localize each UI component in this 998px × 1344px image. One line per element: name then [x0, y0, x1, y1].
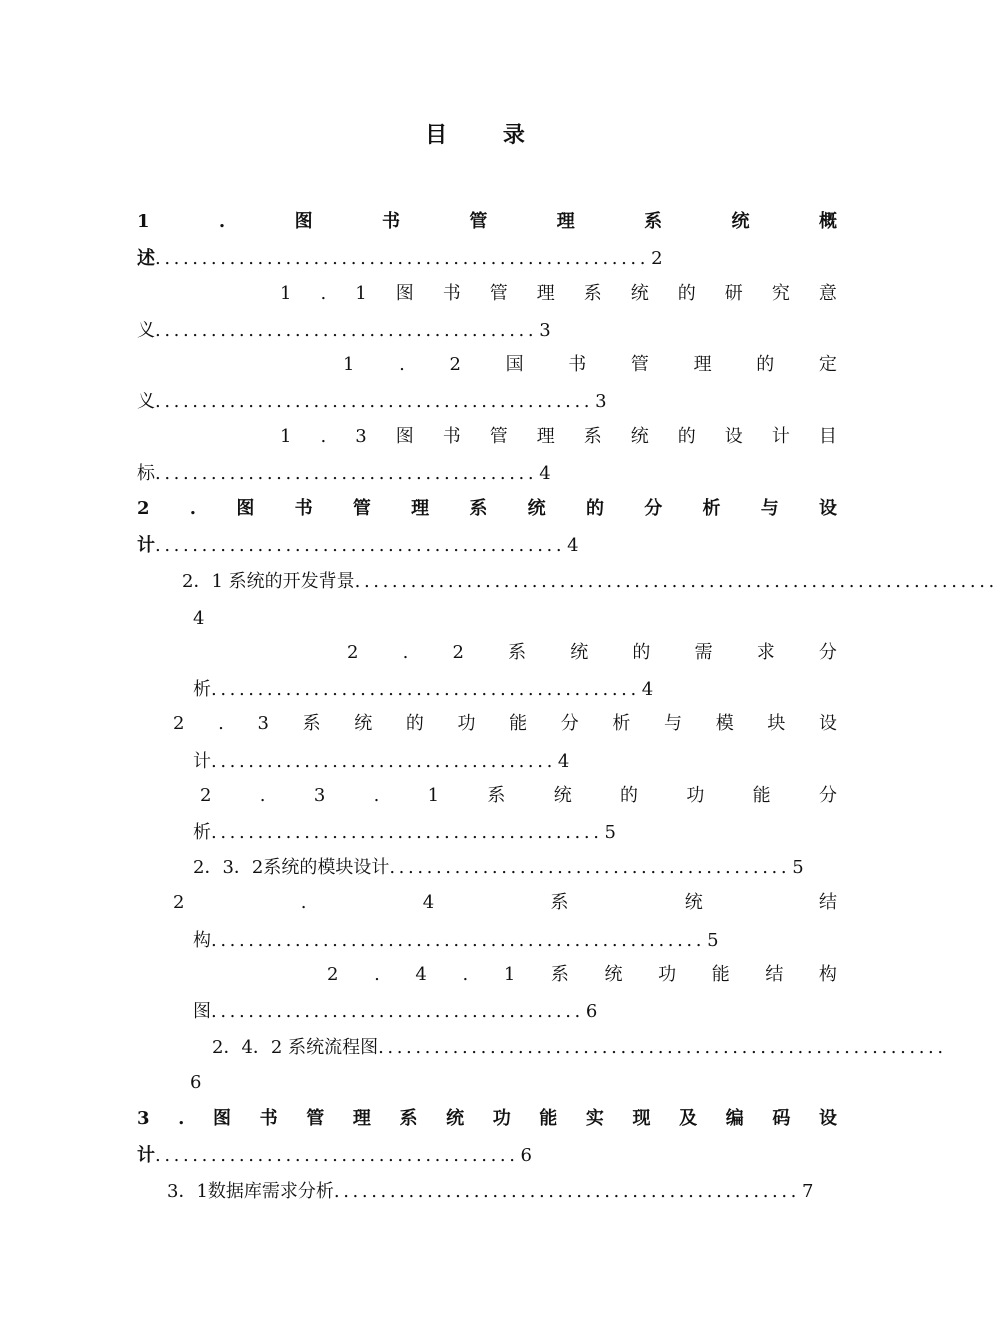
toc-char: 3	[137, 1108, 150, 1129]
toc-char: 目	[818, 426, 837, 447]
page-number: 7	[802, 1181, 814, 1202]
toc-char: 1	[137, 211, 150, 232]
leader-dots: .....................................................	[211, 930, 706, 951]
toc-char: 2	[173, 713, 185, 734]
toc-char: 分	[818, 642, 837, 663]
toc-char: 管	[469, 211, 488, 232]
page-number: 4	[539, 463, 551, 484]
leader-dots: ........................................	[211, 1001, 584, 1022]
toc-char: 设	[818, 1108, 837, 1129]
toc-entry-2-4-1-line-2[interactable]	[193, 1000, 643, 1024]
toc-entry-text: 2．4．2 系统流程图	[212, 1037, 379, 1058]
toc-entry-1-3-line-2[interactable]	[137, 462, 587, 486]
toc-entry-1-line-1[interactable]	[137, 210, 837, 234]
toc-entry-2-1-line-2	[193, 607, 204, 631]
toc-entry-tail: 计	[137, 1145, 155, 1166]
toc-entry-3-1[interactable]	[167, 1180, 837, 1204]
toc-entry-2-3-line-2[interactable]	[193, 750, 613, 774]
toc-char: 国	[505, 354, 524, 375]
page-number: 5	[792, 857, 804, 878]
toc-entry-2-4-2-line-2	[190, 1071, 201, 1095]
leader-dots: ..............................................	[211, 679, 640, 700]
toc-char: .	[218, 713, 224, 734]
toc-char: 结	[765, 964, 784, 985]
toc-char: 3	[257, 713, 269, 734]
toc-entry-1-2-line-2[interactable]	[137, 390, 657, 414]
toc-char: 2	[347, 642, 359, 663]
toc-entry-2-line-2[interactable]	[137, 534, 617, 558]
toc-char: 1	[427, 785, 440, 806]
toc-char: 功	[658, 964, 677, 985]
toc-char: 图	[395, 283, 414, 304]
toc-char: 码	[772, 1108, 791, 1129]
toc-char: 分	[818, 785, 837, 806]
toc-char: 书	[294, 498, 313, 519]
toc-char: 能	[711, 964, 730, 985]
toc-entry-3-line-1[interactable]	[137, 1107, 837, 1131]
toc-char: 1	[280, 283, 292, 304]
toc-char: 系	[550, 892, 569, 913]
toc-char: 2	[137, 498, 150, 519]
toc-char: 设	[818, 713, 837, 734]
toc-char: 系	[399, 1108, 418, 1129]
page-number: 4	[567, 535, 579, 556]
toc-char: .	[259, 785, 266, 806]
toc-char: 书	[381, 211, 400, 232]
toc-char: 析	[702, 498, 721, 519]
toc-char: 管	[489, 426, 508, 447]
toc-char: 管	[352, 498, 371, 519]
toc-char: 定	[818, 354, 837, 375]
toc-char: 管	[630, 354, 649, 375]
toc-char: .	[373, 785, 380, 806]
toc-char: 的	[632, 642, 651, 663]
toc-char: 结	[818, 892, 837, 913]
toc-entry-text: 2．3．2系统的模块设计	[193, 857, 390, 878]
toc-entry-tail: 义	[137, 391, 155, 412]
page-number: 5	[604, 822, 616, 843]
toc-char: 理	[536, 283, 555, 304]
toc-char: 2	[200, 785, 212, 806]
leader-dots: ..........................................	[211, 822, 603, 843]
toc-char: 1	[343, 354, 355, 375]
toc-char: 块	[767, 713, 786, 734]
toc-char: 2	[327, 964, 339, 985]
toc-entry-tail: 述	[137, 248, 155, 269]
leader-dots: .........................................	[155, 463, 538, 484]
toc-char: 构	[818, 964, 837, 985]
toc-char: 能	[509, 713, 528, 734]
toc-char: 理	[536, 426, 555, 447]
leader-dots: .....................................................	[155, 248, 650, 269]
toc-char: 需	[694, 642, 713, 663]
toc-char: 与	[664, 713, 683, 734]
toc-char: 统	[354, 713, 373, 734]
leader-dots: .........................................	[155, 320, 538, 341]
toc-char: 概	[818, 211, 837, 232]
page-number: 6	[585, 1001, 598, 1022]
toc-entry-2-4-1-line-1[interactable]	[327, 963, 837, 987]
toc-char: 图	[294, 211, 313, 232]
toc-entry-tail: 计	[193, 751, 211, 772]
toc-char: .	[300, 892, 307, 913]
toc-char: 研	[724, 283, 743, 304]
toc-char: 统	[731, 211, 750, 232]
toc-char: 统	[630, 283, 649, 304]
leader-dots: ............................................	[155, 535, 566, 556]
toc-char: 系	[583, 426, 602, 447]
toc-entry-2-2-line-2[interactable]	[193, 678, 713, 702]
toc-char: .	[462, 964, 469, 985]
toc-char: 2	[449, 354, 461, 375]
toc-char: 2	[452, 642, 464, 663]
toc-char: 系	[644, 211, 663, 232]
toc-entry-1-line-2[interactable]	[137, 247, 697, 271]
toc-char: 功	[492, 1108, 511, 1129]
toc-entry-2-3-1-line-1[interactable]	[200, 784, 837, 808]
toc-char: 析	[612, 713, 631, 734]
toc-char: 1	[355, 283, 367, 304]
toc-char: .	[320, 426, 327, 447]
leader-dots: ..................................................	[333, 1181, 800, 1202]
toc-char: 书	[568, 354, 587, 375]
page-number: 6	[190, 1072, 202, 1093]
page-number: 4	[641, 679, 654, 700]
toc-entry-text: 3．1数据库需求分析	[167, 1181, 334, 1202]
page-number: 4	[557, 751, 570, 772]
toc-char: 现	[632, 1108, 651, 1129]
toc-char: 设	[819, 498, 837, 519]
page-number: 3	[539, 320, 551, 341]
toc-char: .	[399, 354, 405, 375]
toc-char: 系	[508, 642, 527, 663]
toc-char: 3	[355, 426, 367, 447]
toc-entry-tail: 义	[137, 320, 155, 341]
toc-char: 设	[724, 426, 743, 447]
toc-entry-tail: 析	[193, 679, 211, 700]
toc-title: 目 录	[425, 122, 549, 148]
toc-char: 4	[422, 892, 435, 913]
toc-entry-1-3-line-1[interactable]	[280, 425, 837, 449]
page-number: 4	[193, 608, 205, 629]
toc-char: 统	[604, 964, 623, 985]
toc-entry-2-2-line-1[interactable]	[347, 641, 837, 665]
toc-char: 书	[259, 1108, 278, 1129]
toc-char: 能	[752, 785, 771, 806]
toc-char: 书	[442, 426, 461, 447]
toc-char: 与	[760, 498, 779, 519]
toc-char: 统	[446, 1108, 465, 1129]
toc-entry-tail: 计	[137, 535, 155, 556]
toc-entry-tail: 标	[137, 463, 155, 484]
toc-char: 的	[756, 354, 775, 375]
toc-char: 系	[302, 713, 321, 734]
toc-char: .	[374, 964, 380, 985]
toc-char: .	[320, 283, 327, 304]
toc-char: 求	[756, 642, 775, 663]
toc-entry-2-3-line-1[interactable]	[173, 712, 837, 736]
toc-char: 系	[487, 785, 506, 806]
page-number: 6	[520, 1145, 532, 1166]
toc-char: 1	[503, 964, 516, 985]
toc-char: 统	[630, 426, 649, 447]
toc-char: 系	[550, 964, 569, 985]
toc-char: .	[178, 1108, 185, 1129]
toc-char: 统	[570, 642, 589, 663]
toc-char: .	[402, 642, 409, 663]
toc-char: 图	[236, 498, 255, 519]
leader-dots: .......................................	[155, 1145, 519, 1166]
toc-char: 图	[395, 426, 414, 447]
toc-char: 2	[173, 892, 185, 913]
toc-char: 分	[644, 498, 663, 519]
toc-entry-2-line-1[interactable]	[137, 497, 837, 521]
toc-entry-tail: 析	[193, 822, 211, 843]
toc-char: 理	[693, 354, 712, 375]
toc-char: 图	[213, 1108, 232, 1129]
toc-char: 统	[553, 785, 572, 806]
page-number: 2	[651, 248, 663, 269]
toc-char: .	[189, 498, 197, 519]
toc-char: 的	[585, 498, 604, 519]
toc-entry-tail: 图	[193, 1001, 211, 1022]
leader-dots: ...............................................	[155, 391, 594, 412]
toc-char: 计	[771, 426, 790, 447]
toc-entry-text: 2．1 系统的开发背景	[182, 571, 355, 592]
toc-entry-1-2-line-1[interactable]	[343, 353, 837, 377]
toc-char: 4	[415, 964, 427, 985]
toc-char: 的	[620, 785, 639, 806]
toc-char: 能	[539, 1108, 558, 1129]
toc-char: 统	[527, 498, 546, 519]
toc-entry-2-4-2-line-1[interactable]	[212, 1036, 947, 1060]
toc-char: 系	[469, 498, 488, 519]
toc-char: 3	[313, 785, 326, 806]
page-number: 5	[707, 930, 719, 951]
toc-char: 及	[679, 1108, 698, 1129]
toc-char: .	[218, 211, 226, 232]
toc-char: 究	[771, 283, 790, 304]
toc-entry-2-4-line-1[interactable]	[173, 891, 837, 915]
toc-entry-2-3-1-line-2[interactable]	[193, 821, 663, 845]
toc-char: 功	[686, 785, 705, 806]
toc-char: 实	[585, 1108, 604, 1129]
leader-dots: .....................................................................	[354, 571, 998, 592]
toc-char: 的	[677, 283, 696, 304]
toc-char: 意	[818, 283, 837, 304]
toc-entry-3-line-2[interactable]	[137, 1144, 567, 1168]
toc-entry-tail: 构	[193, 930, 211, 951]
toc-char: 的	[405, 713, 424, 734]
toc-char: 理	[411, 498, 430, 519]
toc-char: 功	[457, 713, 476, 734]
toc-char: 理	[352, 1108, 371, 1129]
leader-dots: .............................................................	[378, 1037, 947, 1058]
toc-entry-2-4-line-2[interactable]	[193, 929, 773, 953]
toc-char: 编	[725, 1108, 744, 1129]
page-number: 3	[595, 391, 607, 412]
toc-entry-2-1-line-1[interactable]	[182, 570, 998, 594]
toc-char: 的	[677, 426, 696, 447]
leader-dots: ...........................................	[389, 857, 791, 878]
toc-char: 分	[560, 713, 579, 734]
toc-char: 模	[715, 713, 734, 734]
toc-char: 1	[280, 426, 292, 447]
toc-entry-2-3-2[interactable]	[193, 856, 843, 880]
toc-char: 理	[556, 211, 575, 232]
toc-char: 统	[684, 892, 703, 913]
toc-char: 系	[583, 283, 602, 304]
leader-dots: .....................................	[211, 751, 556, 772]
toc-char: 书	[442, 283, 461, 304]
toc-char: 管	[489, 283, 508, 304]
toc-char: 管	[306, 1108, 325, 1129]
toc-entry-1-1-line-1[interactable]	[280, 282, 837, 306]
toc-entry-1-1-line-2[interactable]	[137, 319, 587, 343]
